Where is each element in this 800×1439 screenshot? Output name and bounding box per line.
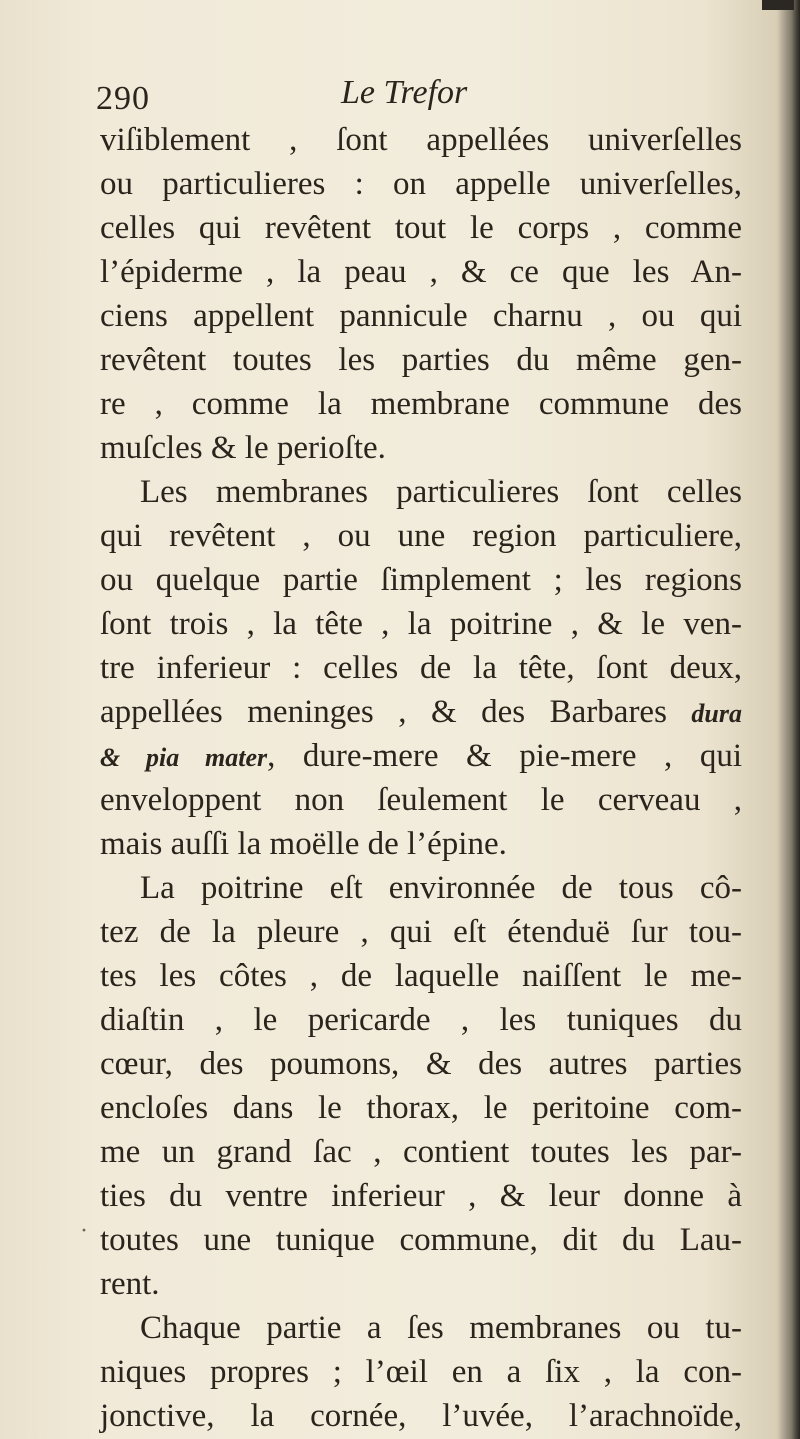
page-edge-shadow [778, 0, 800, 1439]
text-line: La poitrine eſt environnée de tous cô- [140, 870, 742, 906]
text-line: cœur, des poumons, & des autres parties [100, 1046, 742, 1082]
text-line [100, 734, 742, 778]
text-line: ſont trois , la tête , la poitrine , & le ven- [100, 606, 742, 642]
text-line: enveloppent non ſeulement le cerveau , [100, 782, 742, 818]
text-line: l’épiderme , la peau , & ce que les An- [100, 254, 742, 290]
text-line: revêtent toutes les parties du même gen- [100, 342, 742, 378]
text-line: muſcles & le perioſte. [100, 430, 386, 466]
text-line: toutes une tunique commune, dit du Lau- [100, 1222, 742, 1258]
text-segment: , dure-mere & pie-mere , qui [267, 738, 743, 774]
body-text [100, 118, 742, 1438]
running-title: Le Trefor [341, 74, 468, 111]
text-line: qui revêtent , ou une region particuliere, [100, 518, 742, 554]
page-number: 290 [96, 80, 150, 117]
text-line: ou quelque partie ſimplement ; les regions [100, 562, 742, 598]
page-corner-mark [762, 0, 794, 10]
text-line: Chaque partie a ſes membranes ou tu- [140, 1310, 742, 1346]
text-line: ties du ventre inferieur , & leur donne à [100, 1178, 742, 1214]
latin-term: & pia mater [100, 743, 268, 772]
text-line: mais auſſi la moëlle de l’épine. [100, 826, 507, 862]
text-line: niques propres ; l’œil en a ſix , la con- [100, 1354, 742, 1390]
text-line: tre inferieur : celles de la tête, ſont deux, [100, 650, 742, 686]
text-line: jonctive, la cornée, l’uvée, l’arachnoïde, [100, 1398, 742, 1434]
text-line: ciens appellent pannicule charnu , ou qui [100, 298, 742, 334]
text-line: viſiblement , ſont appellées univerſelles [100, 122, 742, 158]
text-line: tes les côtes , de laquelle naiſſent le me- [100, 958, 742, 994]
text-line: me un grand ſac , contient toutes les par- [100, 1134, 742, 1170]
text-line: rent. [100, 1266, 160, 1302]
text-line: ou particulieres : on appelle univerſelles, [100, 166, 742, 202]
text-line: re , comme la membrane commune des [100, 386, 742, 422]
text-line [100, 690, 742, 734]
text-line: Les membranes particulieres ſont celles [140, 474, 742, 510]
text-line: celles qui revêtent tout le corps , comme [100, 210, 742, 246]
text-line: encloſes dans le thorax, le peritoine com- [100, 1090, 742, 1126]
margin-mark: · [80, 1218, 88, 1244]
latin-term: dura [691, 699, 742, 728]
text-line: tez de la pleure , qui eſt étenduë ſur tou- [100, 914, 742, 950]
text-segment: appellées meninges , & des Barbares [100, 694, 692, 730]
text-line: diaſtin , le pericarde , les tuniques du [100, 1002, 742, 1038]
